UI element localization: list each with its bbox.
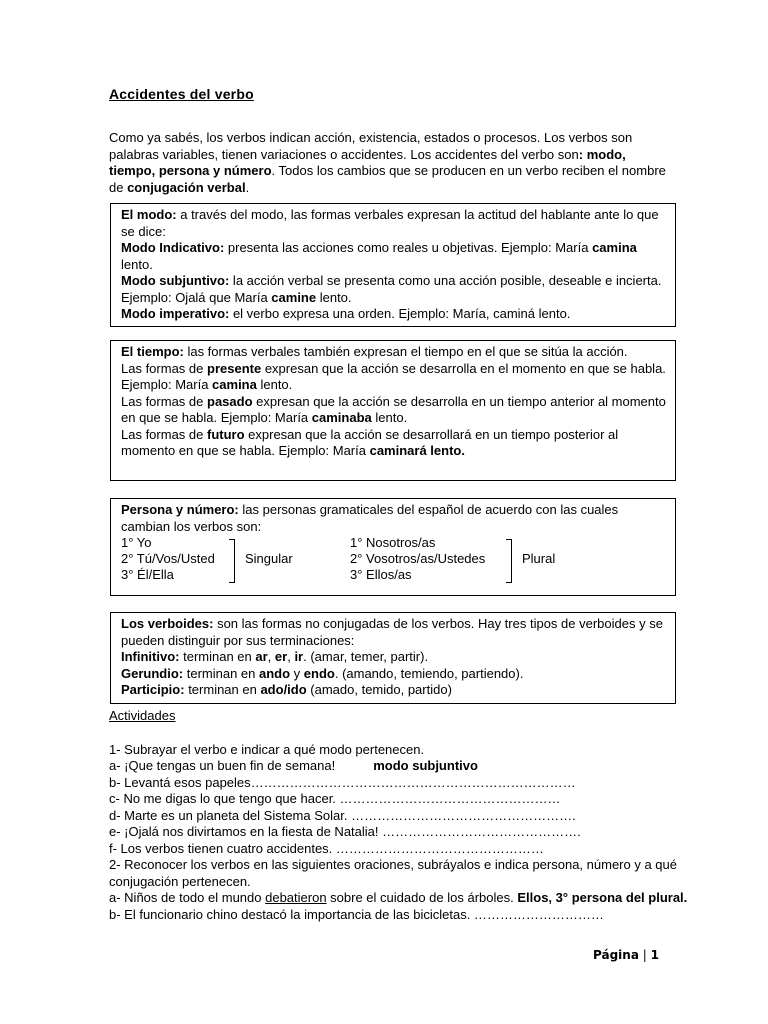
item-a2-post: sobre el cuidado de los árboles. (326, 890, 518, 905)
activities-spacer (109, 725, 689, 742)
infinitivo-ar: ar (255, 649, 268, 664)
item-f: f- Los verbos tienen cuatro accidentes. ………………………………………… (109, 840, 544, 856)
modo-subjuntivo (121, 273, 667, 306)
gerundio-ando: ando (258, 665, 291, 681)
item-a2-pre: a- Niños de todo el mundo (109, 890, 266, 905)
subjuntivo-verb: camine (271, 289, 317, 305)
item-a (109, 758, 689, 775)
singular-label: Singular (245, 551, 293, 566)
singular-1: 1° Yo (121, 535, 152, 550)
tiempo-intro-text: las formas verbales también expresan el tiempo en el que se sitúa la acción. (183, 344, 628, 359)
infinitivo-comma-2: , (287, 649, 295, 664)
item-a-answer: modo subjuntivo (373, 758, 478, 773)
presente-label: presente (207, 360, 262, 376)
presente-end: lento. (256, 377, 293, 392)
pasado-label: pasado (207, 393, 253, 409)
infinitivo-end: . (amar, temer, partir). (303, 649, 429, 664)
plural-brace (506, 539, 512, 583)
pasado-verb: caminaba (311, 410, 372, 425)
item-c: c- No me digas lo que tengo que hacer. …………………………………………… (109, 791, 561, 806)
plural-3: 3° Ellos/as (350, 567, 412, 582)
imperativo-label: Modo imperativo: (121, 306, 230, 321)
persona-box (110, 498, 676, 596)
participio-text: terminan en (184, 682, 261, 697)
page-title: Accidentes del verbo (109, 86, 254, 102)
tiempo-heading: El tiempo: (121, 344, 184, 359)
singular-brace (229, 539, 235, 583)
intro-conjugacion: conjugación verbal (127, 179, 246, 195)
modo-box (110, 203, 676, 327)
subjuntivo-end: lento. (316, 289, 352, 305)
modo-imperativo (121, 306, 667, 323)
infinitivo-label: Infinitivo: (121, 649, 180, 664)
gerundio-y: y (290, 665, 304, 681)
pasado-end: lento. (371, 410, 408, 425)
item-a2 (109, 890, 689, 907)
indicativo-text: presenta las acciones como reales u objetivas. Ejemplo: María (224, 240, 593, 255)
page-footer (593, 947, 659, 964)
persona-grid (121, 535, 667, 585)
activities-heading: Actividades (109, 708, 176, 723)
verboides-heading: Los verboides: (121, 616, 214, 631)
verboides-intro (121, 616, 667, 649)
verboides-gerundio (121, 666, 667, 683)
item-a2-answer: Ellos, 3° persona del plural. (517, 890, 688, 905)
footer-page-number: 1 (650, 948, 659, 962)
subjuntivo-label: Modo subjuntivo: (121, 273, 230, 288)
infinitivo-text: terminan en (179, 649, 256, 664)
item-a-text: a- ¡Que tengas un buen fin de semana! (109, 758, 336, 773)
tiempo-box (110, 340, 676, 481)
footer-separator: | (642, 948, 647, 962)
question-1: 1- Subrayar el verbo e indicar a qué modo pertenecen. (109, 741, 425, 757)
persona-intro (121, 502, 667, 535)
imperativo-text: el verbo expresa una orden. Ejemplo: María, caminá lento. (229, 306, 571, 321)
indicativo-label: Modo Indicativo: (121, 240, 225, 255)
singular-2: 2° Tú/Vos/Usted (121, 551, 215, 566)
presente-pre: Las formas de (121, 360, 207, 376)
modo-heading: El modo: (121, 207, 177, 222)
modo-indicativo (121, 240, 667, 273)
modo-intro (121, 207, 667, 240)
intro-paragraph (109, 130, 669, 196)
item-b2: b- El funcionario chino destacó la importancia de las bicicletas. ………………………… (109, 906, 604, 922)
tiempo-presente (121, 361, 667, 394)
plural-2: 2° Vosotros/as/Ustedes (350, 551, 486, 566)
gerundio-label: Gerundio: (121, 665, 184, 681)
presente-text: expresan que la acción se desarrolla en el momento en que se habla. Ejemplo: María (121, 360, 666, 392)
indicativo-verb: camina (592, 240, 637, 255)
subjuntivo-text: la acción verbal se presenta como una acción posible, deseable e incierta. Ejemplo: Ojalá que María (121, 273, 662, 305)
futuro-pre: Las formas de (121, 426, 207, 442)
verboides-box (110, 612, 676, 704)
intro-period: . (245, 179, 250, 195)
infinitivo-er: er (274, 649, 288, 664)
question-2: 2- Reconocer los verbos en las siguientes oraciones, subráyalos e indica persona, número y a qué conjugación pertenecen. (109, 857, 677, 889)
tiempo-intro (121, 344, 667, 361)
pasado-text: expresan que la acción se desarrolla en un tiempo anterior al momento en que se habla. Ejemplo: María (121, 393, 666, 425)
item-d: d- Marte es un planeta del Sistema Solar. ……………………………………………. (109, 807, 576, 823)
tiempo-pasado (121, 394, 667, 427)
persona-heading: Persona y número: (121, 502, 239, 517)
indicativo-end: lento. (121, 256, 153, 272)
singular-3: 3° Él/Ella (121, 567, 174, 582)
futuro-label: futuro (207, 426, 245, 442)
intro-colon: : (578, 146, 584, 162)
item-b: b- Levantá esos papeles………………………………………………………………… (109, 774, 576, 790)
item-a2-verb: debatieron (265, 890, 327, 905)
gerundio-end: . (amando, temiendo, partiendo). (334, 665, 524, 681)
futuro-text: expresan que la acción se desarrollará en un tiempo posterior al momento en que se habla. Ejemplo: María (121, 426, 619, 458)
presente-verb: camina (212, 377, 257, 392)
verboides-participio (121, 682, 667, 699)
activities-section (109, 708, 689, 923)
infinitivo-ir: ir (294, 649, 304, 664)
verboides-intro-text: son las formas no conjugadas de los verbos. Hay tres tipos de verboides y se pueden distinguir por sus terminaciones: (121, 616, 663, 648)
plural-1: 1° Nosotros/as (350, 535, 436, 550)
intro-text-2: . Todos los cambios que se producen en un verbo reciben el nombre de (109, 163, 666, 195)
pasado-pre: Las formas de (121, 393, 207, 409)
participio-ado: ado/ido (260, 682, 307, 697)
plural-label: Plural (522, 551, 556, 566)
footer-label: Página (593, 948, 639, 962)
infinitivo-comma-1: , (267, 649, 275, 664)
verboides-infinitivo (121, 649, 667, 666)
participio-end: (amado, temido, partido) (306, 682, 452, 697)
gerundio-text: terminan en (183, 665, 259, 681)
participio-label: Participio: (121, 682, 185, 697)
persona-intro-text: las personas gramaticales del español de acuerdo con las cuales cambian los verbos son: (121, 502, 619, 534)
tiempo-futuro (121, 427, 667, 460)
intro-accidents: modo, tiempo, persona y número (109, 146, 626, 178)
modo-intro-text: a través del modo, las formas verbales expresan la actitud del hablante ante lo que se dice: (121, 207, 659, 239)
gerundio-endo: endo (303, 665, 335, 681)
intro-text-1: Como ya sabés, los verbos indican acción, existencia, estados o procesos. Los verbos son palabras variables, tienen variaciones o accidentes. Los accidentes del verbo son (109, 130, 633, 162)
item-e: e- ¡Ojalá nos divirtamos en la fiesta de Natalia! ………………………………………. (109, 824, 581, 839)
futuro-verb: caminará lento. (369, 443, 465, 458)
